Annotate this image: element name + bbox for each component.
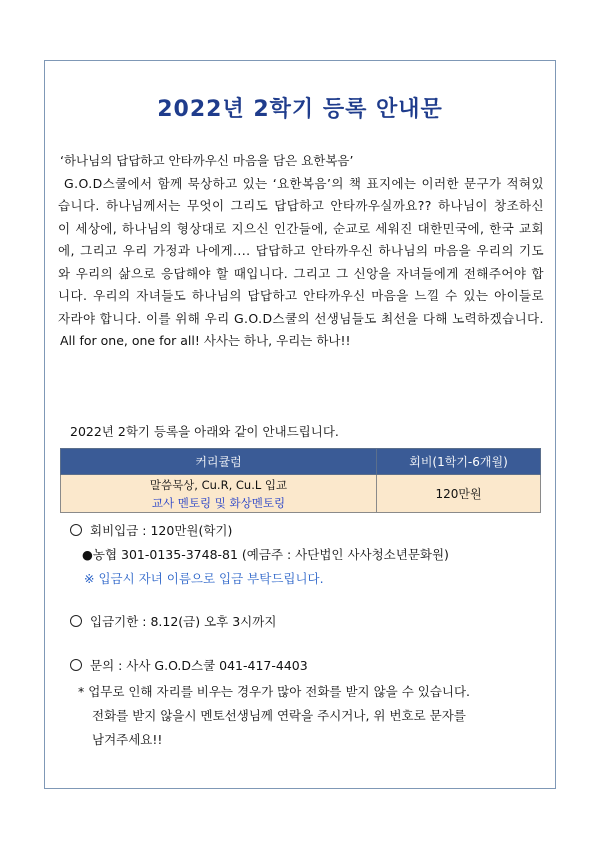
- intro-paragraph: G.O.D스쿨에서 함께 묵상하고 있는 ‘요한복음’의 책 표지에는 이러한 문구가 적혀있습니다. 하나님께서는 무엇이 그리도 답답하고 안타까우실까요?? 하나님이 창조하신 이 세상에, 하나님의 형상대로 지으신 인간들에, 순교로 세워진 대한민국에, 한국 교회에, 그리고 우리 가정과 나에게.... 답답하고 안타까우신 하나님의 마음을 우리의 기도와 우리의 삶으로 응답해야 할 때입니다. 그리고 그 신앙을 자녀들에게 전해주어야 합니다. 우리의 자녀들도 하나님의 답답하고 안타까우신 마음을 느낄 수 있는 아이들로 자라야 합니다. 이를 위해 우리 G.O.D스쿨의 선생님들도 최선을 다해 노력하겠습니다.: [58, 175, 544, 326]
- payment-label: 회비입금 : 120만원(학기): [90, 523, 233, 538]
- table-header-row: [61, 449, 541, 475]
- curriculum-line-1: 말씀묵상, Cu.R, Cu.L 입교: [149, 477, 288, 492]
- curriculum-line-2: 교사 멘토링 및 화상멘토링: [151, 495, 286, 510]
- deadline-label: 입금기한 : 8.12(금) 오후 3시까지: [90, 614, 277, 629]
- intro-heading: ‘하나님의 답답하고 안타까우신 마음을 담은 요한복음’: [60, 153, 354, 168]
- table-header-curriculum: 커리큘럼: [61, 449, 377, 475]
- table-header-fee: 회비(1학기-6개월): [377, 449, 541, 475]
- intro-section: [58, 150, 544, 353]
- contact-item: [70, 656, 308, 674]
- payment-item: [70, 521, 232, 539]
- intro-closing: All for one, one for all! 사사는 하나, 우리는 하나!!: [60, 333, 351, 348]
- table-row: [61, 475, 541, 513]
- deadline-item: [70, 612, 276, 630]
- payment-account: ●농협 301-0135-3748-81 (예금주 : 사단법인 사사청소년문화원): [82, 547, 449, 562]
- contact-label: 문의 : 사사 G.O.D스쿨 041-417-4403: [90, 658, 308, 673]
- circle-bullet-icon: [70, 659, 82, 671]
- document-title: 2022년 2학기 등록 안내문: [157, 97, 443, 122]
- contact-note-1: * 업무로 인해 자리를 비우는 경우가 많아 전화를 받지 않을 수 있습니다.: [78, 684, 471, 699]
- payment-note: ※ 입금시 자녀 이름으로 입금 부탁드립니다.: [84, 571, 324, 586]
- curriculum-cell: [61, 475, 377, 513]
- circle-bullet-icon: [70, 524, 82, 536]
- registration-notice: 2022년 2학기 등록을 아래와 같이 안내드립니다.: [70, 424, 339, 439]
- contact-note-2: 전화를 받지 않을시 멘토선생님께 연락을 주시거나, 위 번호로 문자를: [92, 708, 466, 723]
- contact-note-3: 남겨주세요!!: [92, 732, 163, 747]
- fee-cell: 120만원: [377, 475, 541, 513]
- circle-bullet-icon: [70, 615, 82, 627]
- fee-table: [60, 448, 541, 513]
